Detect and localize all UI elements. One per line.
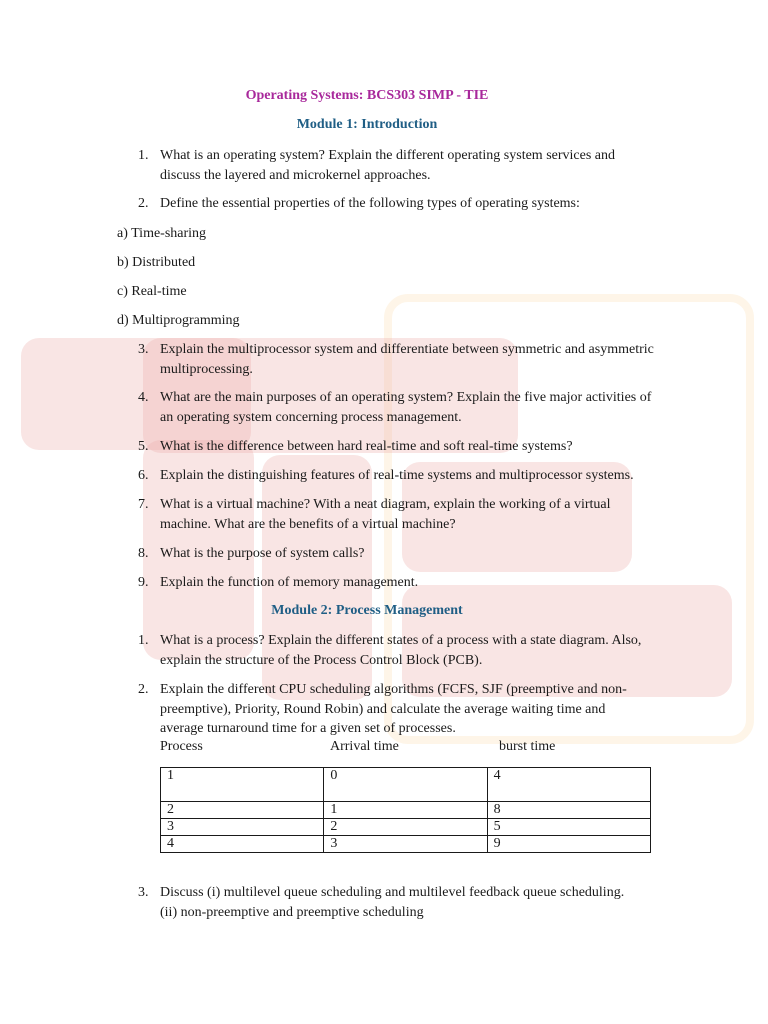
subitem: d) Multiprogramming [117,313,240,328]
table-cell: 3 [324,836,487,853]
module-2-heading: Module 2: Process Management [271,603,463,618]
table-row [161,802,651,819]
module-1-heading: Module 1: Introduction [296,117,438,132]
document-title: Operating Systems: BCS303 SIMP - TIE [245,88,489,103]
table-cell: 4 [161,836,324,853]
table-cell: 5 [487,819,650,836]
column-header-process: Process [160,739,203,754]
table-cell: 1 [324,802,487,819]
table-cell: 2 [161,802,324,819]
table-cell: 2 [324,819,487,836]
column-header-arrival: Arrival time [330,739,399,754]
question: 4. What are the main purposes of an operating system? Explain the five major activities of an operating system concerning process management. [138,390,652,425]
question: 2. Define the essential properties of the following types of operating systems: [138,196,580,211]
table-row [161,768,651,802]
question: 1. What is an operating system? Explain the different operating system services and discuss the layered and microkernel approaches. [138,148,615,183]
table-cell: 8 [487,802,650,819]
table-cell: 4 [487,768,650,802]
table-cell: 3 [161,819,324,836]
question: 7. What is a virtual machine? With a neat diagram, explain the working of a virtual machine. What are the benefits of a virtual machine? [138,497,611,532]
table-cell: 1 [161,768,324,802]
question: 8. What is the purpose of system calls? [138,546,365,561]
question: 3. Discuss (i) multilevel queue scheduling and multilevel feedback queue scheduling. (ii) non-preemptive and preemptive scheduling [138,885,625,920]
question: 3. Explain the multiprocessor system and differentiate between symmetric and asymmetric multiprocessing. [138,342,654,377]
subitem: b) Distributed [117,255,196,270]
question: 5. What is the difference between hard real-time and soft real-time systems? [138,439,573,454]
question: 1. What is a process? Explain the different states of a process with a state diagram. Also, explain the structure of the Process Control Block (PCB). [138,633,642,668]
table-row [161,836,651,853]
subitem: a) Time-sharing [117,226,207,241]
column-header-burst: burst time [499,739,556,754]
subitem: c) Real-time [117,284,187,299]
question: 9. Explain the function of memory management. [138,575,419,590]
table-cell: 0 [324,768,487,802]
process-table [160,767,651,853]
question: 6. Explain the distinguishing features of real-time systems and multiprocessor systems. [138,468,634,483]
question: 2. Explain the different CPU scheduling algorithms (FCFS, SJF (preemptive and non-preemptive), Priority, Round Robin) and calculate the average waiting time and average turnaround time for a given set of processes. [138,682,627,736]
table-cell: 9 [487,836,650,853]
table-row [161,819,651,836]
